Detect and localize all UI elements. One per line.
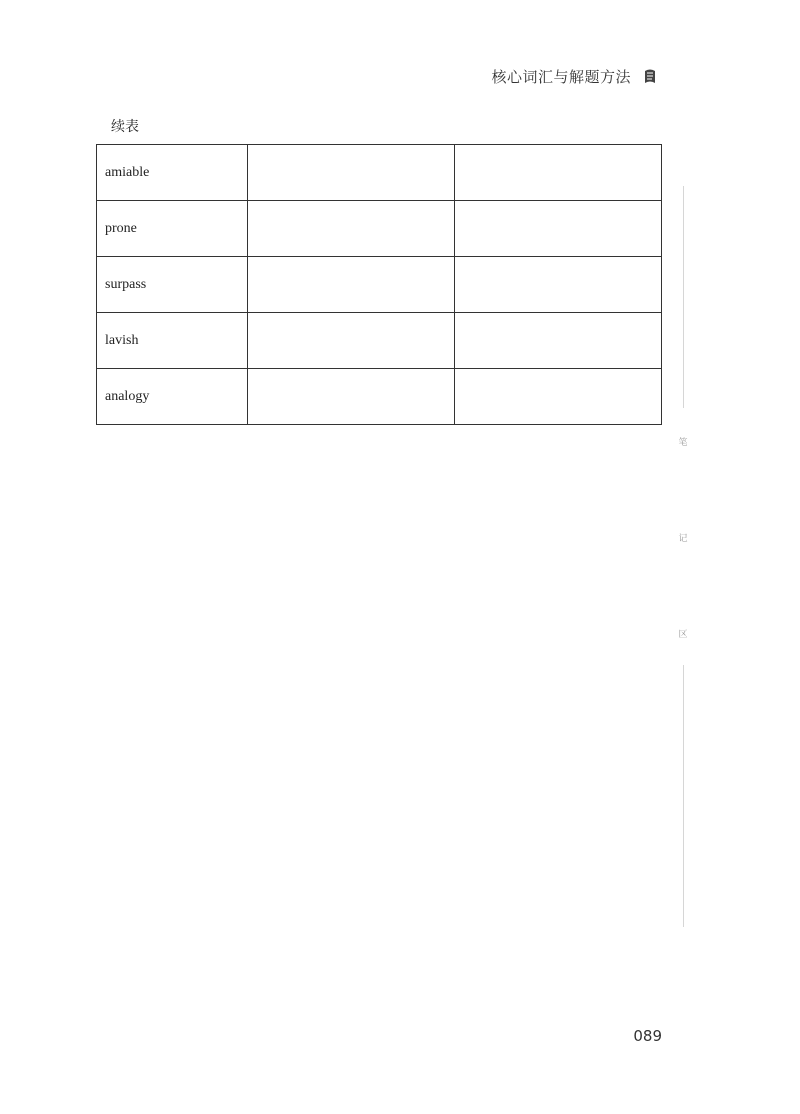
notes-divider-bottom (683, 665, 684, 927)
blank-cell (248, 313, 455, 369)
blank-cell (248, 201, 455, 257)
word-cell: lavish (97, 313, 248, 369)
notes-divider-top (683, 186, 684, 408)
blank-cell (455, 313, 662, 369)
blank-cell (248, 257, 455, 313)
blank-cell (455, 369, 662, 425)
notes-label-char: 记 (678, 534, 688, 544)
page-number: 089 (633, 1027, 662, 1045)
running-header (491, 66, 657, 87)
vocabulary-table (96, 144, 662, 425)
table-continued-caption: 续表 (111, 119, 139, 135)
blank-cell (248, 145, 455, 201)
blank-cell (248, 369, 455, 425)
table-row (97, 369, 662, 425)
bookmark-icon (643, 68, 657, 86)
notes-label-char: 笔 (678, 438, 688, 448)
word-cell: prone (97, 201, 248, 257)
table-row (97, 201, 662, 257)
word-cell: amiable (97, 145, 248, 201)
table-row (97, 257, 662, 313)
table-row (97, 145, 662, 201)
table-row (97, 313, 662, 369)
blank-cell (455, 257, 662, 313)
word-cell: analogy (97, 369, 248, 425)
blank-cell (455, 201, 662, 257)
blank-cell (455, 145, 662, 201)
running-title: 核心词汇与解题方法 (491, 68, 631, 86)
notes-label-char: 区 (678, 630, 688, 640)
word-cell: surpass (97, 257, 248, 313)
